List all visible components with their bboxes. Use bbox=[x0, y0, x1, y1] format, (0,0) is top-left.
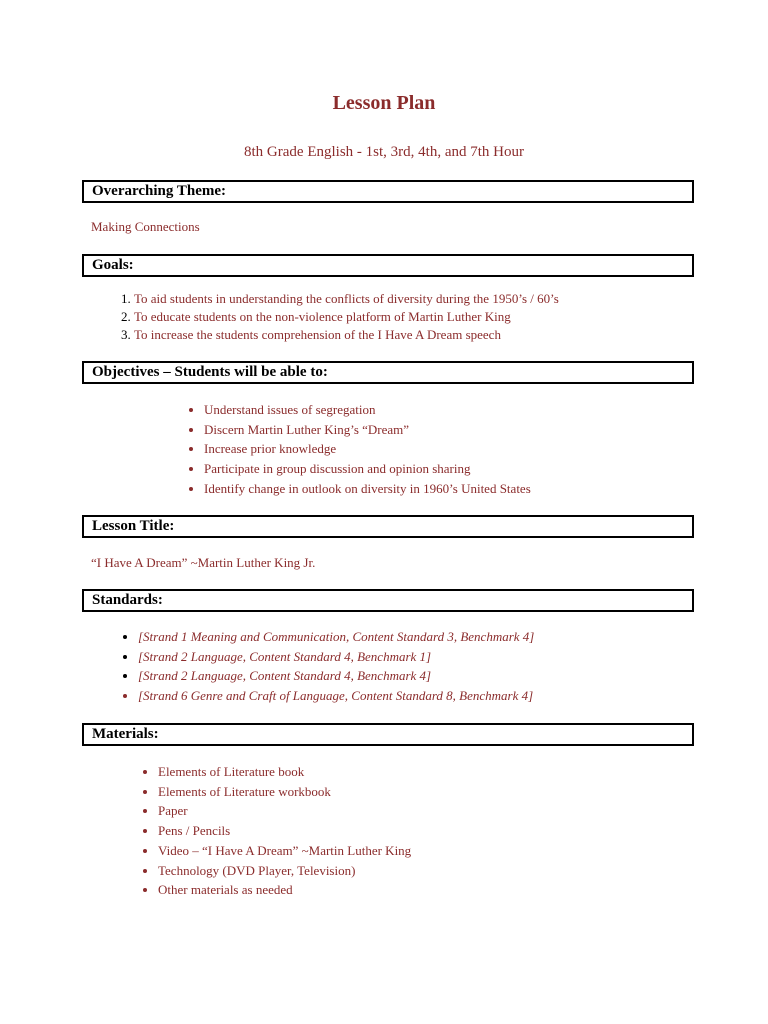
standard-item: • [Strand 6 Genre and Craft of Language, Content Standard 8, Benchmark 4] bbox=[138, 686, 534, 706]
materials-heading: Materials: bbox=[82, 723, 694, 746]
objectives-list bbox=[182, 400, 531, 499]
material-item: • Paper bbox=[158, 801, 411, 821]
material-item: • Other materials as needed bbox=[158, 880, 411, 900]
standard-item: • [Strand 2 Language, Content Standard 4, Benchmark 4] bbox=[138, 666, 534, 686]
material-item: • Elements of Literature book bbox=[158, 762, 411, 782]
goal-item: 1. To aid students in understanding the conflicts of diversity during the 1950’s / 60’s bbox=[134, 290, 734, 308]
goal-item: 2. To educate students on the non-violence platform of Martin Luther King bbox=[134, 308, 734, 326]
objectives-heading: Objectives – Students will be able to: bbox=[82, 361, 694, 384]
standards-heading: Standards: bbox=[82, 589, 694, 612]
goals-list bbox=[112, 290, 734, 344]
page-subtitle: 8th Grade English - 1st, 3rd, 4th, and 7th Hour bbox=[244, 144, 524, 160]
objective-item: • Identify change in outlook on diversity in 1960’s United States bbox=[204, 479, 531, 499]
standard-item: • [Strand 1 Meaning and Communication, Content Standard 3, Benchmark 4] bbox=[138, 627, 534, 647]
objective-item: • Understand issues of segregation bbox=[204, 400, 531, 420]
materials-list bbox=[136, 762, 411, 900]
objective-item: • Increase prior knowledge bbox=[204, 439, 531, 459]
standard-item: • [Strand 2 Language, Content Standard 4, Benchmark 1] bbox=[138, 647, 534, 667]
material-item: • Technology (DVD Player, Television) bbox=[158, 861, 411, 881]
standards-list bbox=[116, 627, 534, 706]
material-item: • Video – “I Have A Dream” ~Martin Luther King bbox=[158, 841, 411, 861]
goals-heading: Goals: bbox=[82, 254, 694, 277]
theme-heading: Overarching Theme: bbox=[82, 180, 694, 203]
lesson-title-heading: Lesson Title: bbox=[82, 515, 694, 538]
material-item: • Elements of Literature workbook bbox=[158, 782, 411, 802]
objective-item: • Participate in group discussion and opinion sharing bbox=[204, 459, 531, 479]
objective-item: • Discern Martin Luther King’s “Dream” bbox=[204, 420, 531, 440]
material-item: • Pens / Pencils bbox=[158, 821, 411, 841]
goal-item: 3. To increase the students comprehension of the I Have A Dream speech bbox=[134, 326, 734, 344]
theme-text: Making Connections bbox=[91, 219, 200, 234]
lesson-title-text: “I Have A Dream” ~Martin Luther King Jr. bbox=[91, 555, 316, 570]
page-title: Lesson Plan bbox=[332, 92, 436, 114]
